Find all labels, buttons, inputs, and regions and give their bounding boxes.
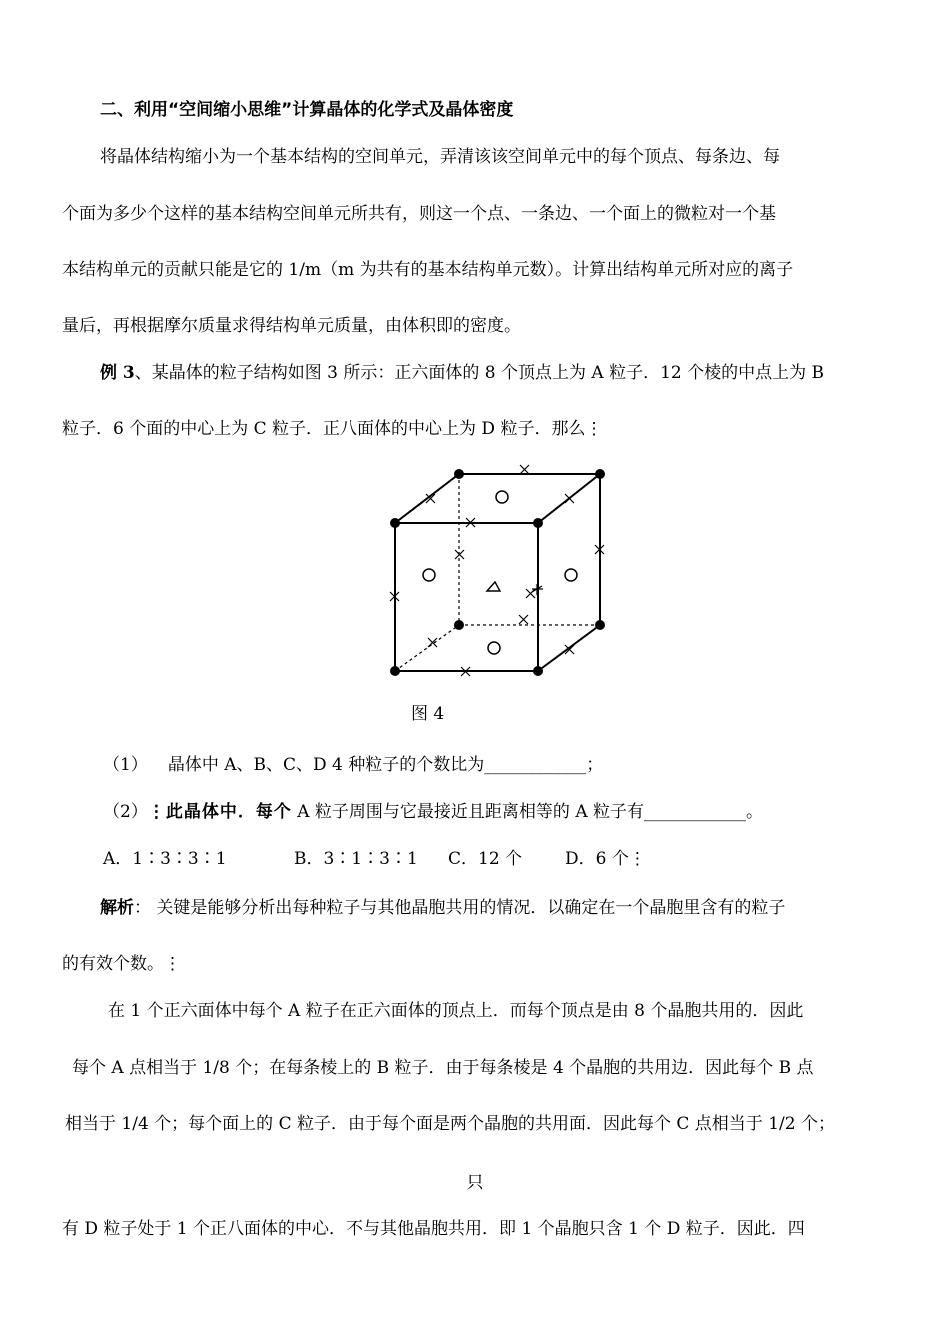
option-b: B．3∶1∶3∶1 bbox=[294, 849, 418, 869]
question-number: （2） bbox=[103, 802, 148, 822]
analysis-line bbox=[100, 897, 892, 919]
question-number: （1） bbox=[103, 755, 148, 775]
c-particles bbox=[423, 491, 577, 654]
analysis-paragraph: 每个 A 点相当于 1/8 个；在每条棱上的 B 粒子．由于每条棱是 4 个晶胞的共用边．因此每个 B 点 bbox=[72, 1058, 814, 1078]
question-text: A 粒子周围与它最接近且距离相等的 A 粒子有____________。 bbox=[291, 802, 763, 822]
analysis-paragraph: 在 1 个正六面体中每个 A 粒子在正六面体的顶点上．而每个顶点是由 8 个晶胞共用的．因此 bbox=[108, 1001, 804, 1021]
paragraph-line: 将晶体结构缩小为一个基本结构的空间单元，弄清该该空间单元中的每个顶点、每条边、每 bbox=[100, 147, 780, 167]
cube-front-face bbox=[395, 523, 538, 671]
question-bold-text: ⋮此晶体中．每个 bbox=[147, 802, 292, 822]
option-c: C．12 个 bbox=[448, 849, 523, 869]
example-text: 、某晶体的粒子结构如图 3 所示：正六面体的 8 个顶点上为 A 粒子．12 个棱的中点上为 B bbox=[134, 363, 825, 383]
crystal-cube-figure bbox=[385, 462, 615, 682]
b-particles bbox=[390, 465, 604, 676]
question-text: 晶体中 A、B、C、D 4 种粒子的个数比为____________； bbox=[167, 755, 604, 775]
example-line: 粒子．6 个面的中心上为 C 粒子．正八面体的中心上为 D 粒子．那么⋮ bbox=[62, 419, 603, 439]
question-1 bbox=[103, 754, 933, 776]
analysis-paragraph: 有 D 粒子处于 1 个正八面体的中心．不与其他晶胞共用．即 1 个晶胞只含 1 个 D 粒子．因此．四 bbox=[62, 1219, 805, 1239]
analysis-paragraph: 只 bbox=[466, 1173, 484, 1193]
question-2 bbox=[103, 801, 933, 823]
analysis-text: ： 关键是能够分析出每种粒子与其他晶胞共用的情况．以确定在一个晶胞里含有的粒子 bbox=[134, 898, 786, 918]
figure-caption: 图 4 bbox=[411, 704, 445, 724]
section-heading: 二、利用“空间缩小思维”计算晶体的化学式及晶体密度 bbox=[100, 100, 514, 120]
analysis-line: 的有效个数。⋮ bbox=[62, 954, 181, 974]
analysis-label: 解析 bbox=[100, 898, 134, 918]
paragraph-line: 本结构单元的贡献只能是它的 1/m（m 为共有的基本结构单元数）。计算出结构单元所对应的离子 bbox=[62, 260, 794, 280]
d-particle bbox=[487, 582, 500, 591]
example-line bbox=[100, 362, 892, 384]
example-label: 例 3 bbox=[100, 363, 135, 383]
analysis-paragraph: 相当于 1/4 个；每个面上的 C 粒子．由于每个面是两个晶胞的共用面．因此每个 C 点相当于 1/2 个； bbox=[65, 1114, 835, 1134]
paragraph-line: 量后，再根据摩尔质量求得结构单元质量，由体积即的密度。 bbox=[62, 316, 521, 336]
option-a: A．1∶3∶3∶1 bbox=[103, 849, 227, 869]
paragraph-line: 个面为多少个这样的基本结构空间单元所共有，则这一个点、一条边、一个面上的微粒对一个基 bbox=[62, 204, 776, 224]
option-d: D．6 个⋮ bbox=[565, 849, 646, 869]
